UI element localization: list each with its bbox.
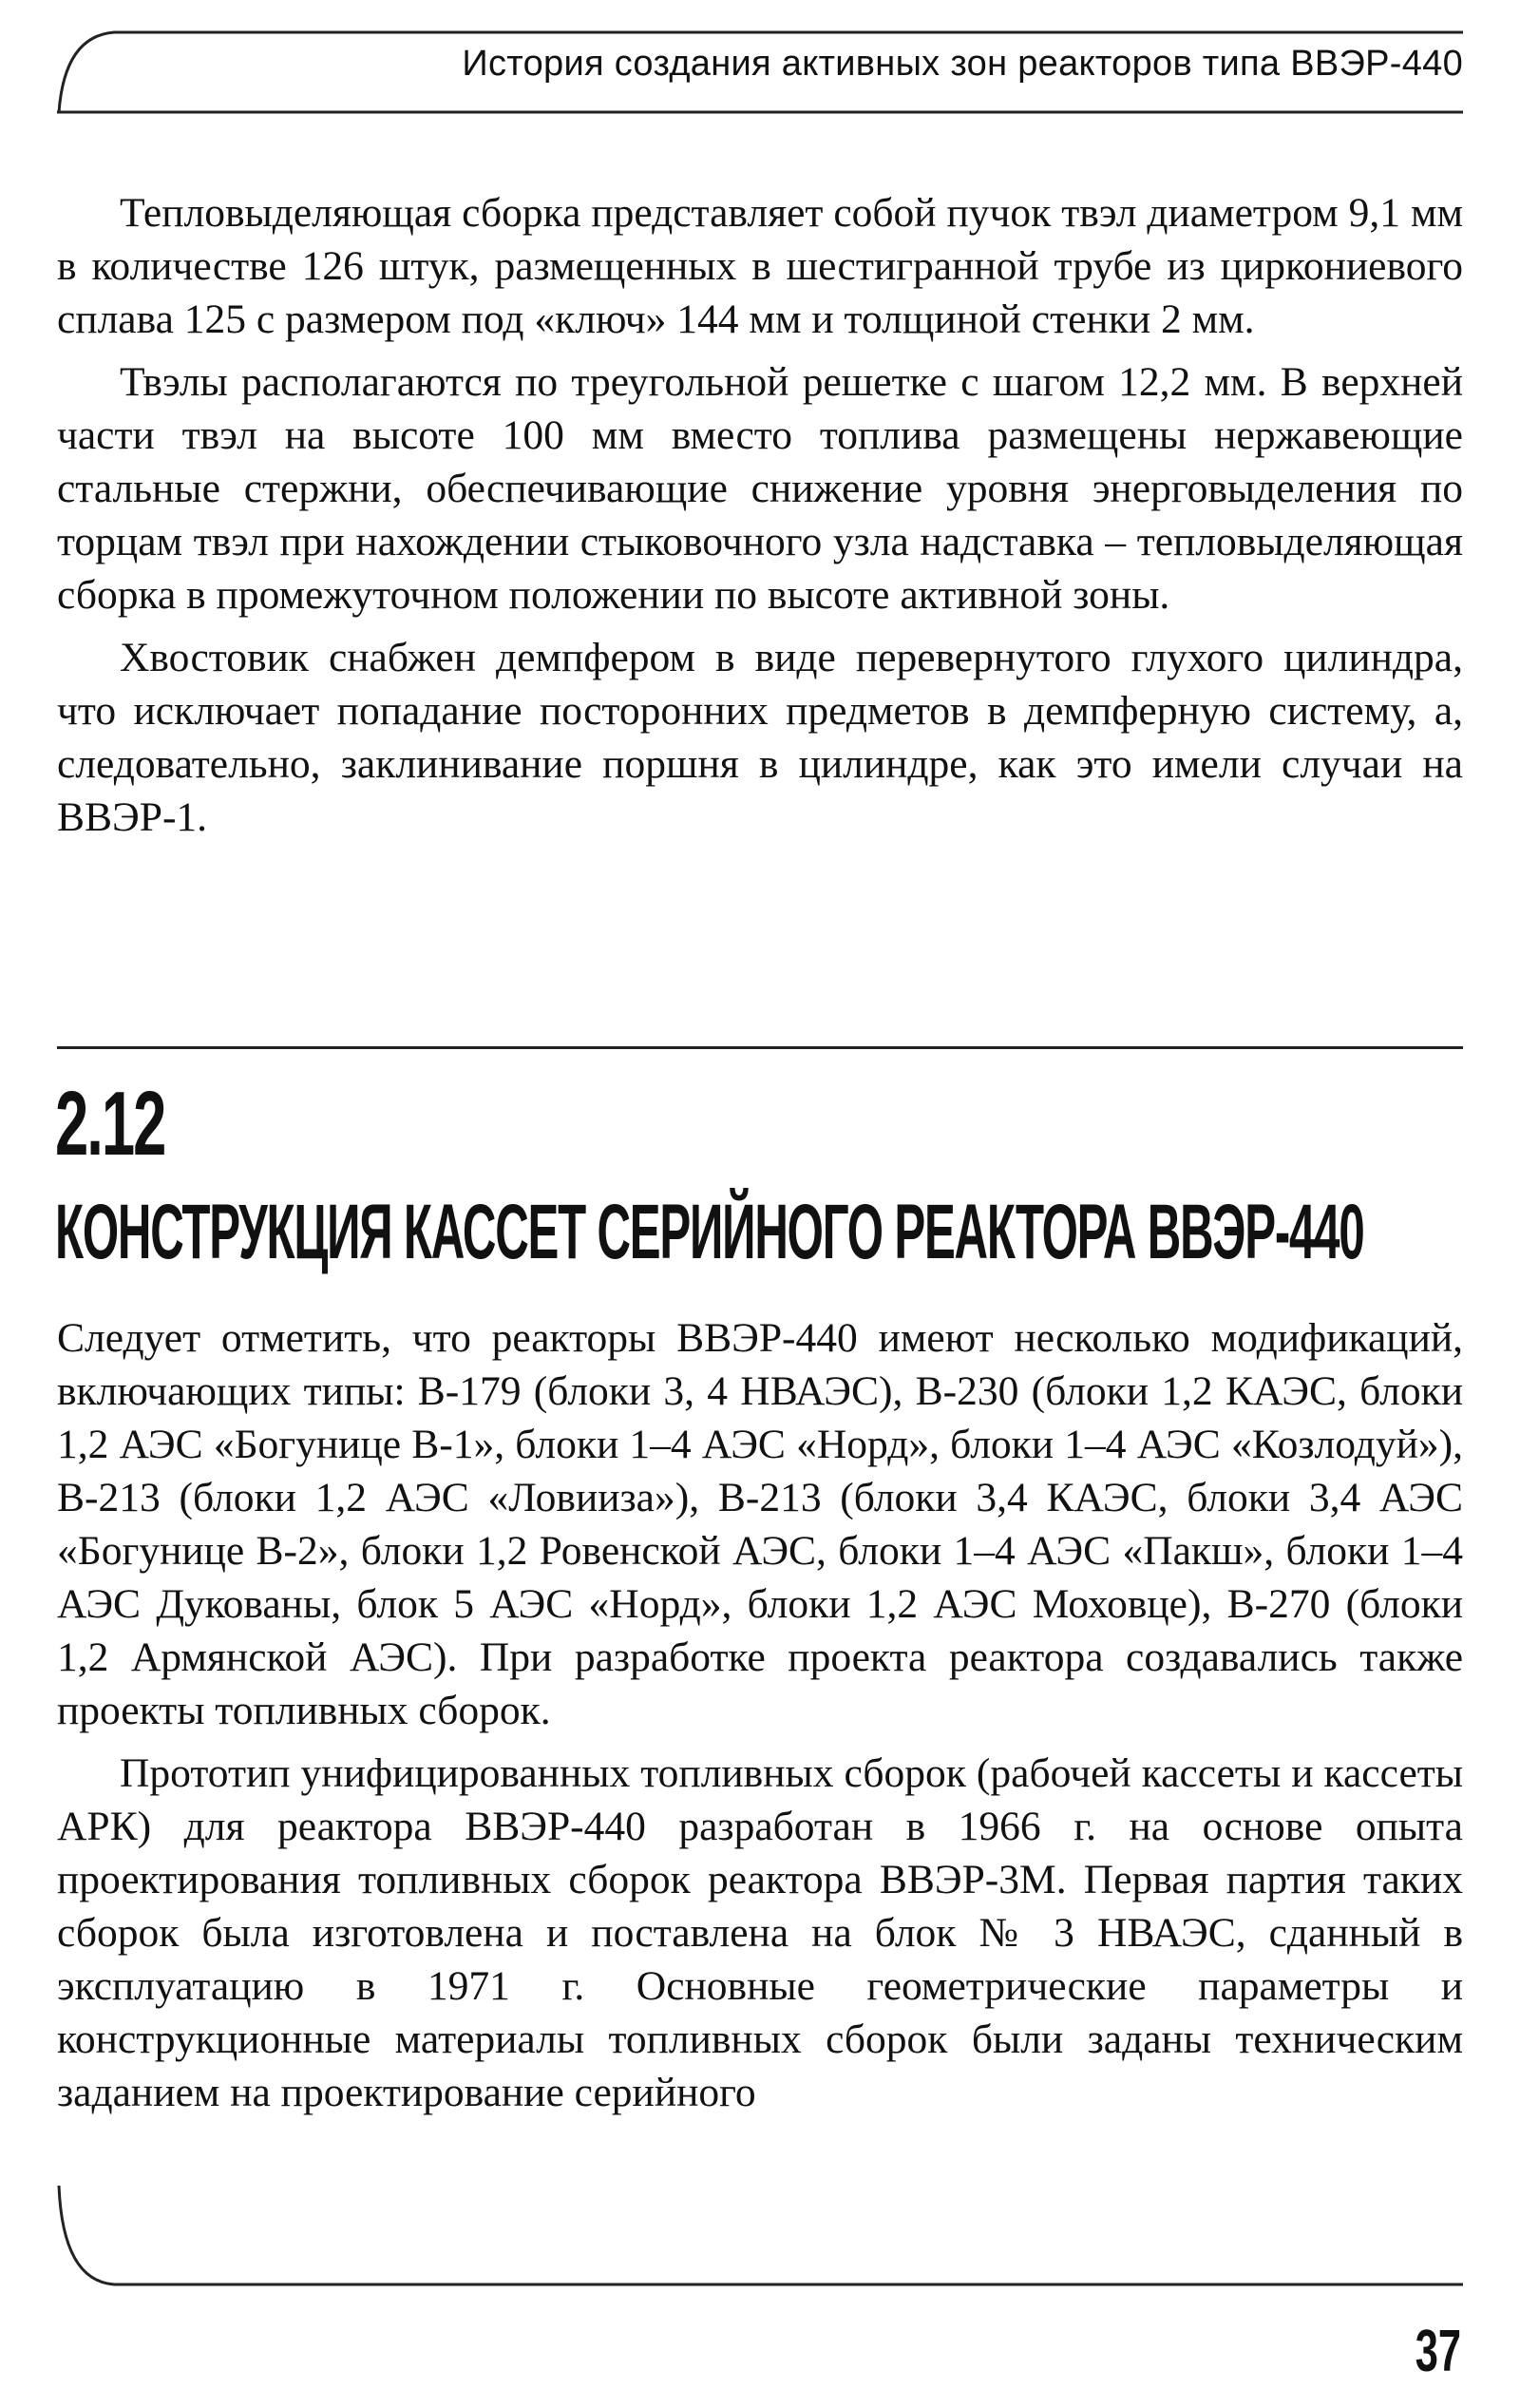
footer-frame-line <box>57 2186 1463 2309</box>
section-title: КОНСТРУКЦИЯ КАССЕТ СЕРИЙНОГО РЕАКТОРА ВВЭР-440 <box>55 1189 1364 1275</box>
section-divider <box>57 1046 1463 1049</box>
paragraph: Хвостовик снабжен демпфером в виде перевернутого глухого цилиндра, что исключает попадание посторонних предметов в демпферную систему, а, следовательно, заклинивание поршня в цилиндре, как это имели случаи на ВВЭР-1. <box>57 635 1463 840</box>
running-header <box>57 29 1463 114</box>
page-number: 37 <box>1415 2319 1461 2384</box>
running-header-title: История создания активных зон реакторов типа ВВЭР-440 <box>462 44 1463 84</box>
body-text-bottom <box>57 1311 1463 2129</box>
paragraph: Твэлы располагаются по треугольной решетке с шагом 12,2 мм. В верхней части твэл на высоте 100 мм вместо топлива размещены нержавеющие стальные стержни, обеспечивающие снижение уровня энерговыделения по торцам твэл при нахождении стыковочного узла надставка – тепловыделяющая сборка в промежуточном положении по высоте активной зоны. <box>57 359 1463 618</box>
paragraph: Следует отметить, что реакторы ВВЭР-440 имеют несколько модификаций, включающих типы: В-179 (блоки 3, 4 НВАЭС), В-230 (блоки 1,2 КАЭС, блоки 1,2 АЭС «Богунице В-1», блоки 1–4 АЭС «Норд», блоки 1–4 АЭС «Козлодуй»), В-213 (блоки 1,2 АЭС «Ловииза»), В-213 (блоки 3,4 КАЭС, блоки 3,4 АЭС «Богунице В-2», блоки 1,2 Ровенской АЭС, блоки 1–4 АЭС «Пакш», блоки 1–4 АЭС Дукованы, блок 5 АЭС «Норд», блоки 1,2 АЭС Моховце), В-270 (блоки 1,2 Армянской АЭС). При разработке проекта реактора создавались также проекты топливных сборок. <box>57 1315 1463 1733</box>
body-text-top <box>57 186 1463 853</box>
paragraph: Прототип унифицированных топливных сборок (рабочей кассеты и кассеты АРК) для реактора ВВЭР-440 разработан в 1966 г. на основе опыта проектирования топливных сборок реактора ВВЭР-3М. Первая партия таких сборок была изготовлена и поставлена на блок № 3 НВАЭС, сданный в эксплуатацию в 1971 г. Основные геометрические параметры и конструкционные материалы топливных сборок были заданы техническим заданием на проектирование серийного <box>57 1750 1463 2115</box>
paragraph: Тепловыделяющая сборка представляет собой пучок твэл диаметром 9,1 мм в количестве 126 штук, размещенных в шестигранной трубе из циркониевого сплава 125 с размером под «ключ» 144 мм и толщиной стенки 2 мм. <box>57 190 1463 342</box>
section-number: 2.12 <box>55 1073 165 1175</box>
